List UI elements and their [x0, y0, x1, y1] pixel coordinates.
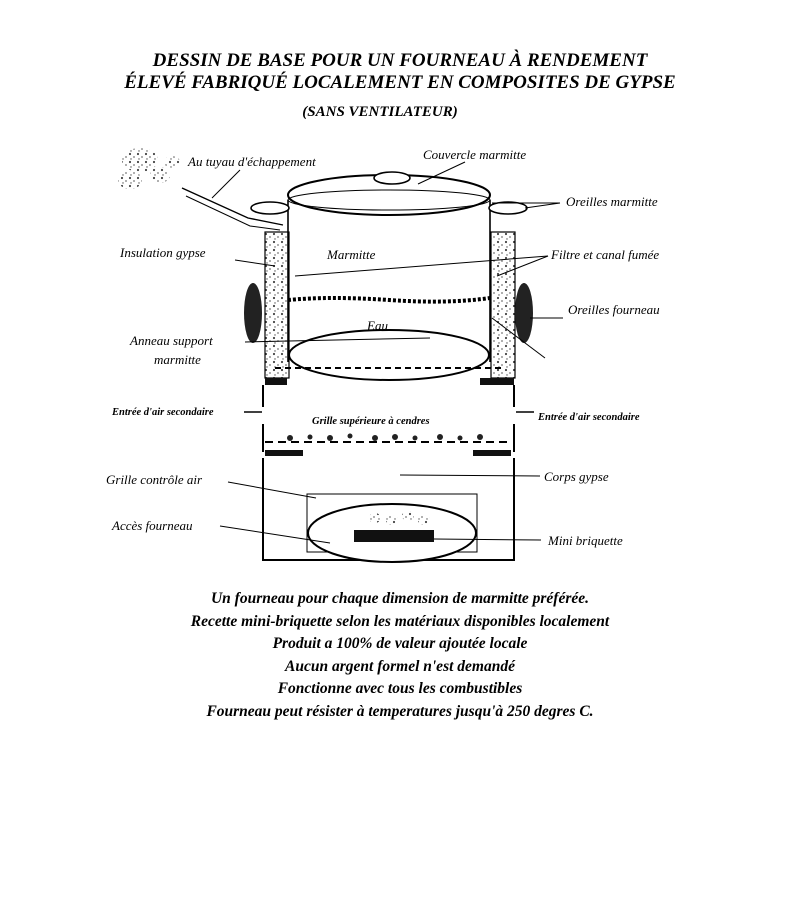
- label-upper-ash-grate: Grille supérieure à cendres: [312, 416, 430, 427]
- label-pot-support-ring-2: marmitte: [154, 352, 201, 367]
- label-exhaust-pipe: Au tuyau d'échappement: [188, 154, 316, 169]
- label-water: Eau: [367, 318, 388, 333]
- label-secondary-air-left: Entrée d'air secondaire: [112, 407, 214, 418]
- feature-item: Recette mini-briquette selon les matériaux disponibles localement: [190, 612, 610, 630]
- insulation-wall-right: [491, 232, 515, 378]
- feature-item: Un fourneau pour chaque dimension de marmitte préférée.: [210, 590, 590, 607]
- label-gypsum-insulation: Insulation gypse: [120, 245, 206, 260]
- pot: [251, 172, 527, 380]
- label-mini-briquette: Mini briquette: [548, 533, 623, 548]
- stove-ear-right: [515, 283, 533, 343]
- upper-ash-grate: [265, 434, 512, 443]
- stove-ear-left: [244, 283, 262, 343]
- smoke-cloud: [118, 148, 180, 189]
- label-stove-access: Accès fourneau: [112, 518, 193, 533]
- label-pot-lid: Couvercle marmitte: [423, 147, 527, 162]
- label-pot-support-ring: Anneau support: [130, 333, 213, 348]
- label-air-control-grate: Grille contrôle air: [106, 472, 203, 487]
- insulation-wall-left: [265, 232, 289, 378]
- label-filter-smoke-channel: Filtre et canal fumée: [551, 247, 660, 262]
- feature-item: Fourneau peut résister à temperatures jusqu'à 250 degres C.: [206, 702, 594, 720]
- subtitle: (SANS VENTILATEUR): [302, 104, 458, 120]
- title-line-1: DESSIN DE BASE POUR UN FOURNEAU À RENDEMENT: [152, 50, 648, 71]
- title-line-2: ÉLEVÉ FABRIQUÉ LOCALEMENT EN COMPOSITES DE GYPSE: [124, 72, 676, 93]
- feature-item: Fonctionne avec tous les combustibles: [277, 680, 523, 697]
- label-secondary-air-right: Entrée d'air secondaire: [538, 412, 640, 423]
- label-stove-ears: Oreilles fourneau: [568, 302, 660, 317]
- feature-list: [0, 588, 800, 723]
- label-pot-ears: Oreilles marmitte: [566, 194, 658, 209]
- label-gypsum-body: Corps gypse: [544, 469, 609, 484]
- mini-briquette: [354, 530, 434, 542]
- label-pot: Marmitte: [327, 247, 376, 262]
- feature-item: Produit a 100% de valeur ajoutée locale: [272, 635, 528, 652]
- feature-item: Aucun argent formel n'est demandé: [285, 657, 515, 675]
